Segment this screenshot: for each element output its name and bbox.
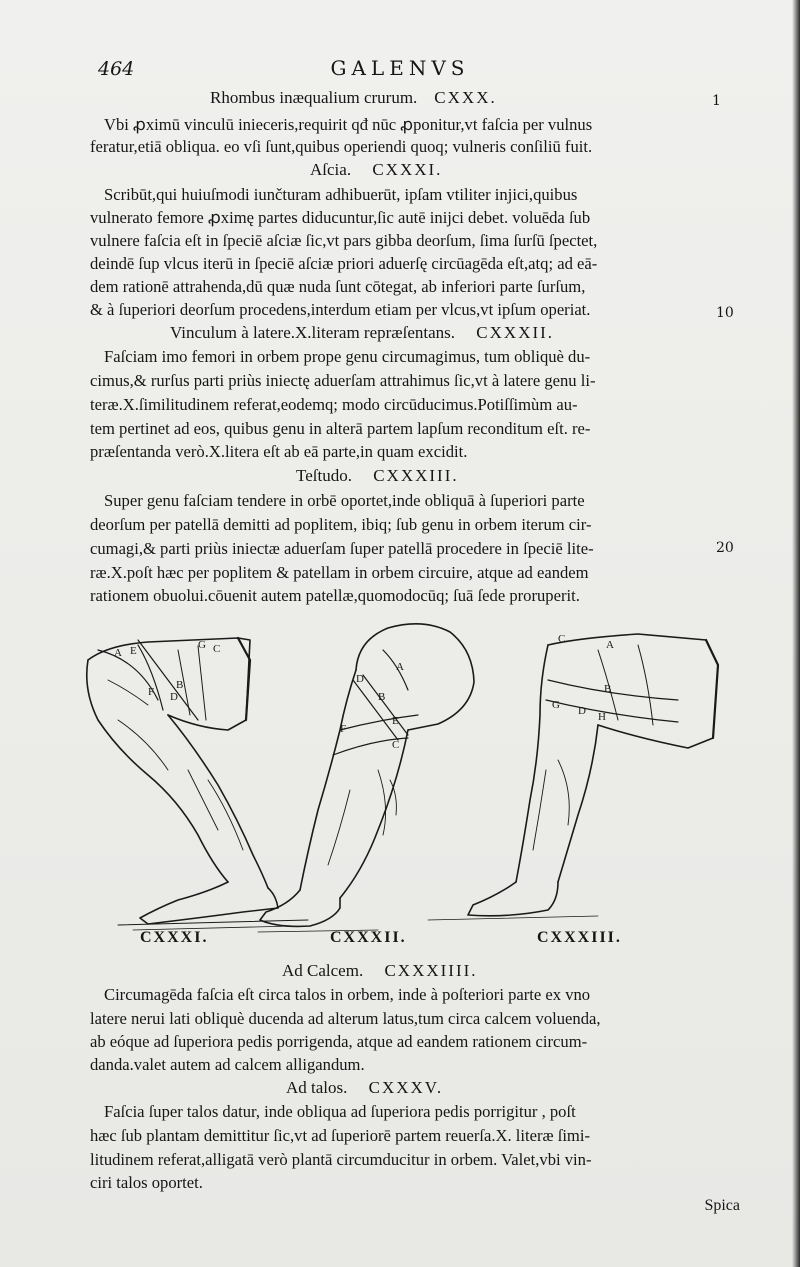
section-number: CXXX. — [434, 88, 497, 107]
section-title: Aſcia. — [310, 160, 352, 179]
bandage-letter: B — [604, 683, 612, 695]
bandage-letter: F — [340, 723, 347, 735]
section-title: Rhombus inæqualium crurum. — [210, 88, 418, 107]
text-line: Faſciam imo femori in orbem prope genu circumagimus, tum obliquè du- — [104, 347, 591, 366]
section-heading — [310, 159, 442, 180]
running-head: GALENVS — [330, 56, 470, 80]
bandaged-legs-woodcut — [78, 620, 740, 955]
margin-line-number: 1 — [712, 93, 721, 109]
bandage-letter: A — [606, 639, 614, 651]
bandage-letter: A — [114, 647, 122, 659]
text-line: cumagi,& parti priùs iniectæ aduerſam ſuper patellā procedere in ſpeciē lite- — [90, 539, 594, 558]
bandage-letter: D — [356, 673, 364, 685]
bandage-letter: B — [176, 679, 184, 691]
bandage-letter: C — [213, 643, 221, 655]
text-line: litudinem referat,alligatā verò plantā circumducitur in orbem. Valet,vbi vin- — [90, 1150, 592, 1169]
text-line: Super genu faſciam tendere in orbē oportet,inde obliquā à ſuperiori parte — [104, 491, 585, 510]
margin-line-number: 20 — [716, 540, 734, 556]
bandage-letter: A — [396, 661, 404, 673]
text-line: teræ.X.ſimilitudinem referat,eodemq; modo circūducimus.Potiſſimùm au- — [90, 395, 578, 414]
woodcut-illustration — [78, 620, 740, 955]
bandage-letter: D — [578, 705, 586, 717]
text-line: Scribūt,qui huiuſmodi iunčturam adhibuerūt, ipſam vtiliter injici,quibus — [104, 185, 578, 204]
section-heading — [286, 1077, 443, 1098]
text-line: & à ſuperiori deorſum procedens,interdum etiam per vlcus,vt ipſum operiat. — [90, 300, 591, 319]
figure-label: CXXXI. — [140, 929, 209, 946]
text-line: tem pertinet ad eos, quibus genu in alterā partem lapſum reconditum eſt. re- — [90, 419, 591, 438]
bandage-letter: B — [378, 691, 386, 703]
section-title: Ad Calcem. — [282, 961, 364, 980]
text-line: Vbi ꝓximū vinculū inieceris,requirit qđ nūc ꝓponitur,vt faſcia per vulnus — [104, 115, 593, 134]
figure-leg-3 — [468, 634, 718, 916]
figure-label: CXXXII. — [330, 929, 407, 946]
text-line: præſentanda verò.X.litera eſt ab eā parte,in quam excidit. — [90, 442, 468, 461]
section-heading — [282, 960, 478, 981]
text-line: Circumagēda faſcia eſt circa talos in orbem, inde à poſteriori parte ex vno — [104, 985, 591, 1004]
text-line: vulnerato femore ꝓximę partes diducuntur,ſic autē inijci debet. voluēda ſub — [90, 208, 591, 227]
text-line: feratur,etiā obliqua. eo vſi ſunt,quibus operiendi quoq; vulneris conſiliū fuit. — [90, 137, 593, 156]
section-heading — [170, 322, 554, 343]
section-number: CXXXIIII. — [384, 961, 478, 980]
bandage-letter: G — [198, 639, 206, 651]
section-title: Teſtudo. — [296, 466, 352, 485]
bandage-letter: D — [170, 691, 178, 703]
text-line: hæc ſub plantam demittitur ſic,vt ad ſuperiorē partem reuerſa.X. literæ ſimi- — [90, 1126, 590, 1145]
section-heading — [210, 87, 497, 108]
bandage-letter: E — [130, 645, 137, 657]
section-title: Ad talos. — [286, 1078, 348, 1097]
bandage-letter: C — [558, 633, 566, 645]
page-number: 464 — [98, 58, 135, 80]
catchword: Spica — [704, 1197, 740, 1214]
section-heading — [296, 465, 459, 486]
text-line: deindē ſup vlcus iterū in ſpeciē aſciæ priori aduerſę circūagēda eſt,atq; ad eā- — [90, 254, 598, 273]
text-line: latere nerui lati obliquè ducenda ad alterum latus,tum circa calcem voluenda, — [90, 1009, 601, 1028]
figure-label: CXXXIII. — [537, 929, 622, 946]
text-line: vulnere faſcia eſt in ſpeciē aſciæ ſic,vt pars gibba deorſum, ſima ſurſū ſpectet, — [90, 231, 598, 250]
section-number: CXXXIII. — [373, 466, 459, 485]
section-number: CXXXII. — [476, 323, 555, 342]
text-line: danda.valet autem ad calcem alligandum. — [90, 1055, 365, 1074]
bandage-letter: H — [598, 711, 606, 723]
text-line: cimus,& rurſus parti priùs iniectę aduerſam attrahimus ſic,vt à latere genu li- — [90, 371, 596, 390]
figure-leg-2 — [260, 624, 474, 927]
text-line: Faſcia ſuper talos datur, inde obliqua ad ſuperiora pedis porrigitur , poſt — [104, 1102, 576, 1121]
text-line: ciri talos oportet. — [90, 1173, 203, 1192]
margin-line-number: 10 — [716, 305, 734, 321]
section-title: Vinculum à latere.X.literam repræſentans. — [170, 323, 456, 342]
bandage-letter: C — [392, 739, 400, 751]
bandage-letter: G — [552, 699, 560, 711]
text-line: ab eóque ad ſuperiora pedis porrigenda, atque ad eandem rationem circum- — [90, 1032, 588, 1051]
section-number: CXXXV. — [368, 1078, 444, 1097]
text-line: rationem obuolui.cōuenit autem patellæ,quomodocūq; ſuā ſede proruperit. — [90, 586, 580, 605]
bandage-letter: F — [148, 686, 155, 698]
text-line: deorſum per patellā demitti ad poplitem, ibiq; ſub genu in orbem iterum cir- — [90, 515, 592, 534]
text-line: ræ.X.poſt hæc per poplitem & patellam in orbem circuire, atque ad eandem — [90, 563, 589, 582]
bandage-letter: E — [392, 715, 399, 727]
text-line: dem rationē attrahenda,dū quæ nuda ſunt cōtegat, ab inferiori parte ſurſum, — [90, 277, 586, 296]
section-number: CXXXI. — [372, 160, 443, 179]
